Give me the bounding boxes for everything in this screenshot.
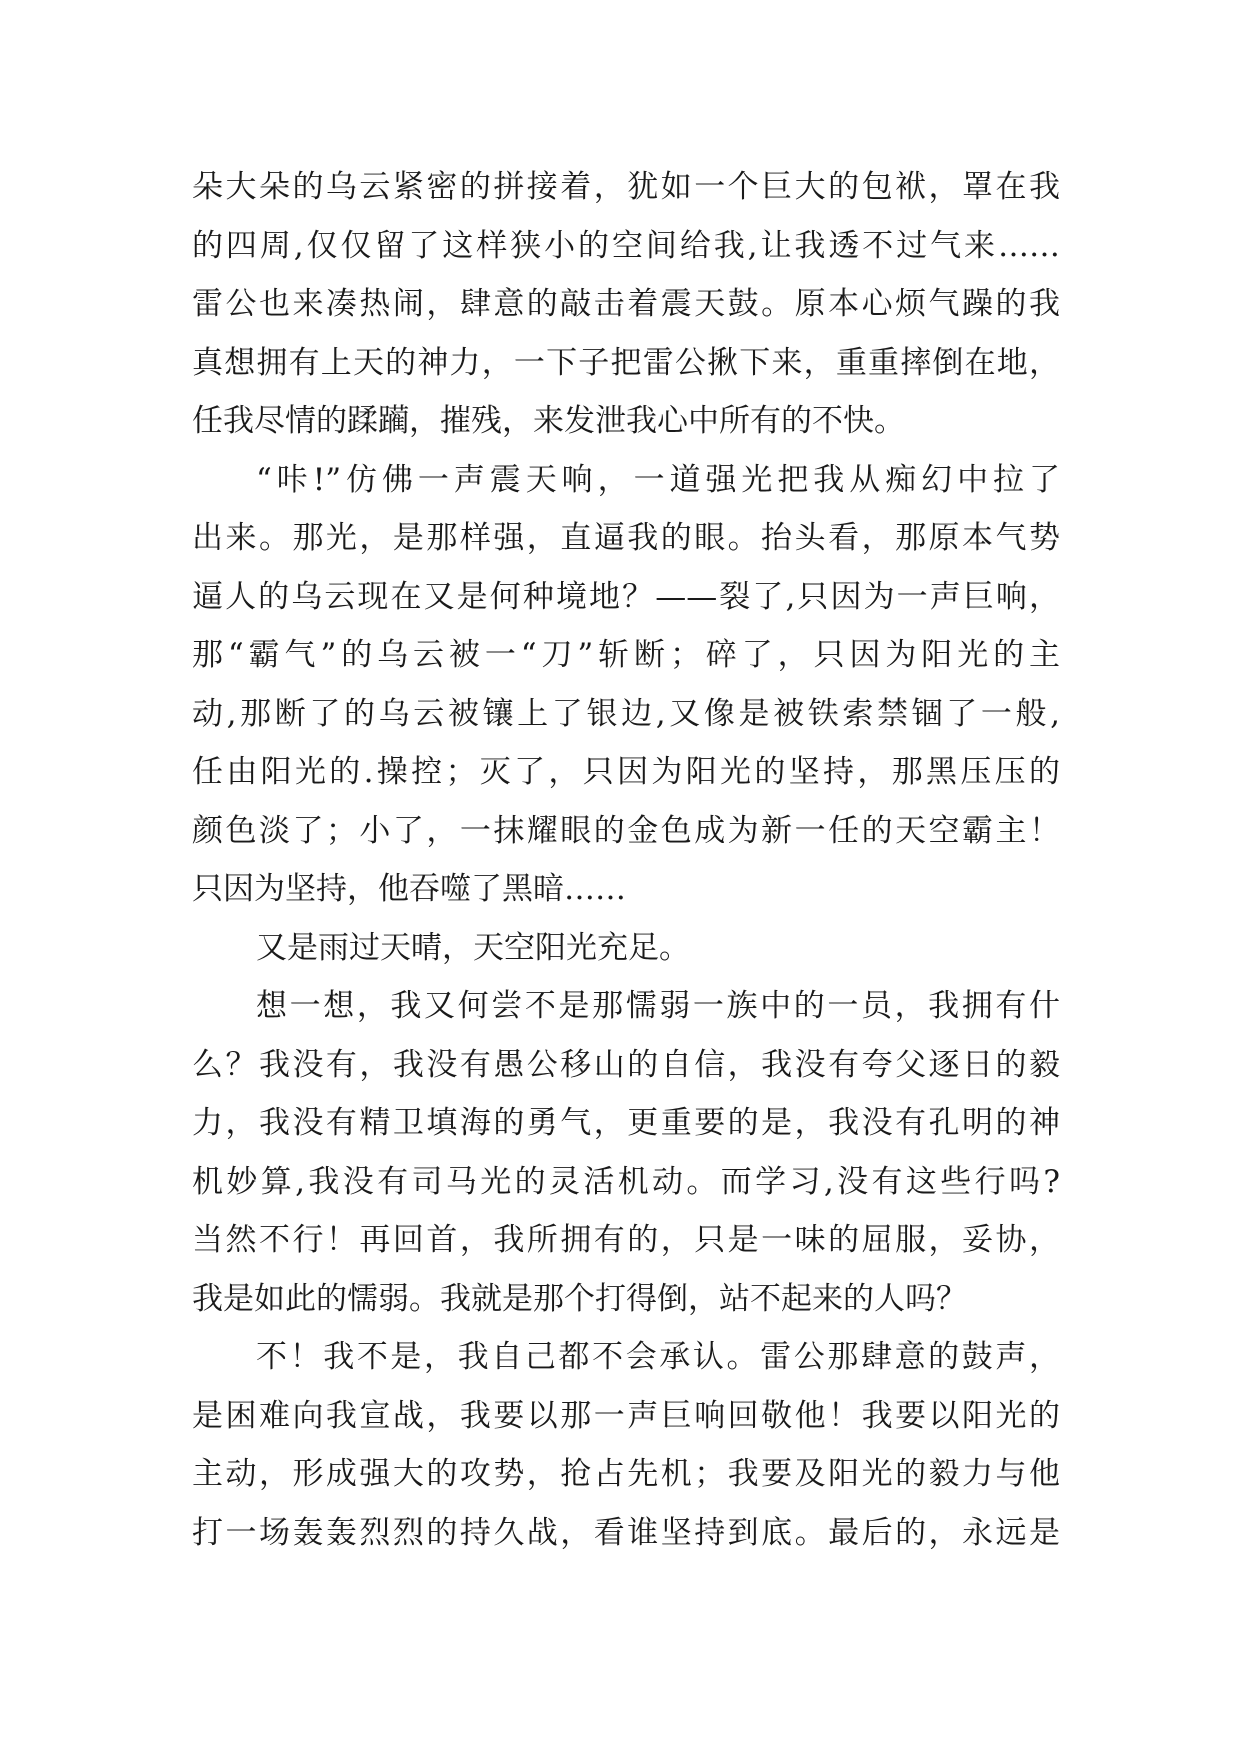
text-line: 任由阳光的.操控；灭了，只因为阳光的坚持，那黑压压的 <box>192 754 1060 790</box>
text-line: 力，我没有精卫填海的勇气，更重要的是，我没有孔明的神 <box>192 1105 1060 1141</box>
text-line: 颜色淡了；小了，一抹耀眼的金色成为新一任的天空霸主！ <box>192 812 1060 849</box>
text-line: 出来。那光，是那样强，直逼我的眼。抬头看，那原本气势 <box>192 520 1060 556</box>
text-line: 打一场轰轰烈烈的持久战，看谁坚持到底。最后的，永远是 <box>192 1514 1060 1551</box>
text-line: 朵大朵的乌云紧密的拼接着，犹如一个巨大的包袱，罩在我 <box>192 169 1060 205</box>
text-line: 又是雨过天晴，天空阳光充足。 <box>256 929 690 966</box>
text-line: 机妙算,我没有司马光的灵活机动。而学习,没有这些行吗? <box>192 1163 1060 1200</box>
text-line: 么？我没有，我没有愚公移山的自信，我没有夸父逐日的毅 <box>192 1046 1060 1083</box>
text-line: 当然不行！再回首，我所拥有的，只是一味的屈服，妥协， <box>192 1222 1060 1258</box>
text-line: “咔!”仿佛一声震天响，一道强光把我从痴幻中拉了 <box>256 461 1060 498</box>
text-line: 只因为坚持，他吞噬了黑暗…… <box>192 871 626 907</box>
text-line: 真想拥有上天的神力，一下子把雷公揪下来，重重摔倒在地， <box>192 344 1060 381</box>
text-line: 逼人的乌云现在又是何种境地？——裂了,只因为一声巨响， <box>192 578 1060 615</box>
text-line: 不！我不是，我自己都不会承认。雷公那肆意的鼓声， <box>256 1339 1060 1375</box>
essay-text <box>192 158 1060 1562</box>
text-line: 动,那断了的乌云被镶上了银边,又像是被铁索禁锢了一般, <box>192 695 1060 732</box>
text-line: 想一想，我又何尝不是那懦弱一族中的一员，我拥有什 <box>256 988 1060 1024</box>
text-line: 雷公也来凑热闹，肆意的敲击着震天鼓。原本心烦气躁的我 <box>192 286 1060 322</box>
text-line: 的四周,仅仅留了这样狭小的空间给我,让我透不过气来…… <box>192 227 1060 264</box>
text-line: 是困难向我宣战，我要以那一声巨响回敬他！我要以阳光的 <box>192 1397 1060 1434</box>
text-line: 任我尽情的蹂躏，摧残，来发泄我心中所有的不快。 <box>192 403 905 439</box>
text-line: 那“霸气”的乌云被一“刀”斩断；碎了，只因为阳光的主 <box>192 637 1060 673</box>
text-line: 我是如此的懦弱。我就是那个打得倒，站不起来的人吗？ <box>192 1280 967 1317</box>
text-line: 主动，形成强大的攻势，抢占先机；我要及阳光的毅力与他 <box>192 1456 1060 1492</box>
